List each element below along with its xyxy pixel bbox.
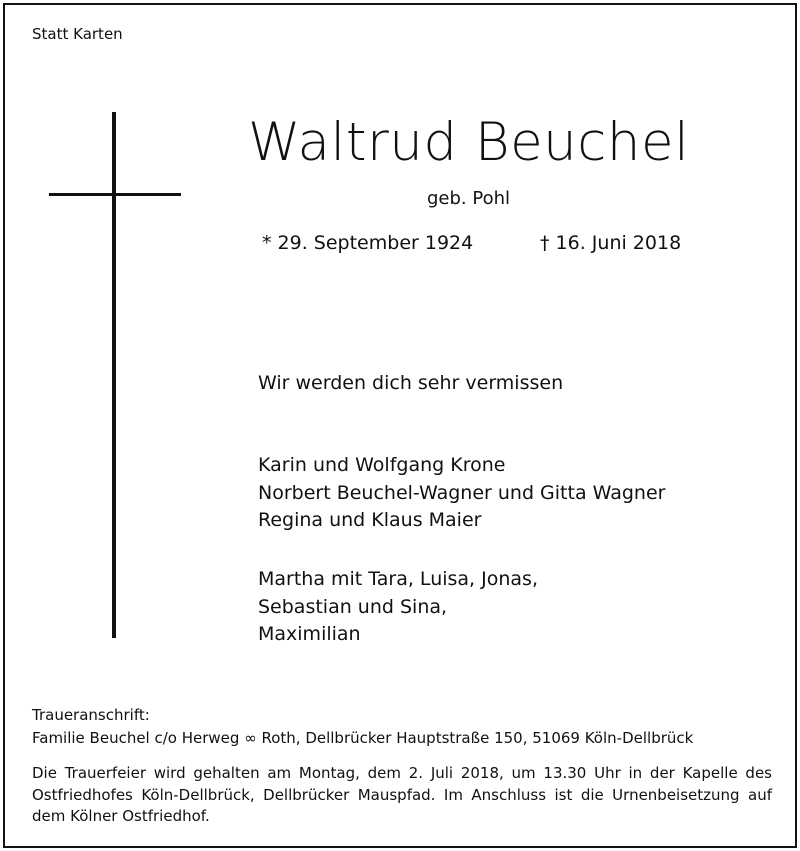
address-label: Traueranschrift: xyxy=(32,706,150,724)
life-dates xyxy=(262,232,682,254)
ceremony-notice: Die Trauerfeier wird gehalten am Montag, dem 2. Juli 2018, um 13.30 Uhr in der Kapelle des Ostfriedhofes Köln-Dellbrück, Dellbrücker Mauspfad. Im Anschluss ist die Urnenbeisetzung auf dem Kölner Ostfriedhof. xyxy=(32,764,772,825)
mourning-address: Familie Beuchel c/o Herweg ∞ Roth, Dellbrücker Hauptstraße 150, 51069 Köln-Dellbrück xyxy=(32,729,694,747)
mourners-family xyxy=(258,452,665,535)
deceased-name: Waltrud Beuchel xyxy=(248,112,690,173)
statt-karten-label: Statt Karten xyxy=(32,25,123,43)
mourner-line: Norbert Beuchel-Wagner und Gitta Wagner xyxy=(258,481,666,504)
death-date: † 16. Juni 2018 xyxy=(540,232,682,254)
mourner-line: Maximilian xyxy=(258,623,361,645)
farewell-message: Wir werden dich sehr vermissen xyxy=(258,372,564,394)
birth-date: * 29. September 1924 xyxy=(262,232,474,254)
cross-vertical-bar xyxy=(112,112,116,638)
mourner-line: Sebastian und Sina, xyxy=(258,595,448,618)
mourner-line: Regina und Klaus Maier xyxy=(258,509,482,531)
birth-name: geb. Pohl xyxy=(427,188,511,209)
mourner-line: Karin und Wolfgang Krone xyxy=(258,454,506,476)
mourners-grandchildren xyxy=(258,566,538,649)
mourner-line: Martha mit Tara, Luisa, Jonas, xyxy=(258,568,538,590)
cross-horizontal-bar xyxy=(49,193,181,196)
